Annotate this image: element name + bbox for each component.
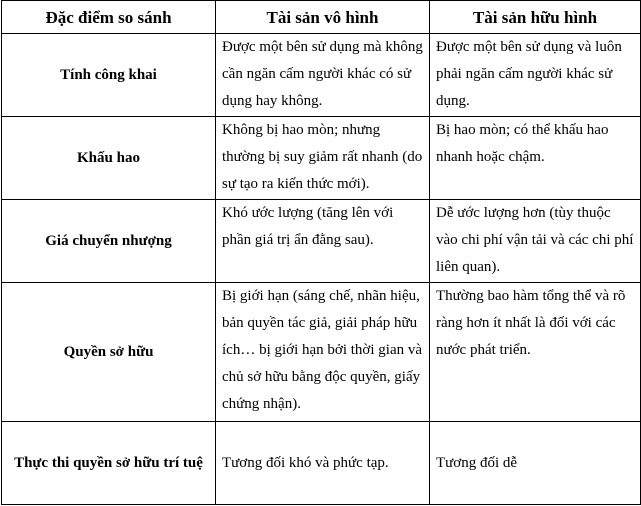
intangible-cell: Được một bên sử dụng mà không cần ngăn cấm người khác có sử dụng hay không. — [216, 34, 430, 117]
header-criteria: Đặc điểm so sánh — [2, 1, 216, 34]
criterion-cell: Giá chuyển nhượng — [2, 200, 216, 283]
criterion-cell: Tính công khai — [2, 34, 216, 117]
table-row — [2, 200, 641, 283]
header-row — [2, 1, 641, 34]
table-row — [2, 283, 641, 422]
tangible-cell: Được một bên sử dụng và luôn phải ngăn cấm người khác sử dụng. — [430, 34, 641, 117]
criterion-cell: Khấu hao — [2, 117, 216, 200]
table-row — [2, 422, 641, 505]
intangible-cell: Không bị hao mòn; nhưng thường bị suy giảm rất nhanh (do sự tạo ra kiến thức mới). — [216, 117, 430, 200]
tangible-cell: Tương đối dễ — [430, 422, 641, 505]
intangible-cell: Bị giới hạn (sáng chế, nhãn hiệu, bản quyền tác giả, giải pháp hữu ích… bị giới hạn bởi thời gian và chủ sở hữu bằng độc quyền, giấy chứng nhận). — [216, 283, 430, 422]
tangible-cell: Bị hao mòn; có thể khấu hao nhanh hoặc chậm. — [430, 117, 641, 200]
header-tangible: Tài sản hữu hình — [430, 1, 641, 34]
table-row — [2, 117, 641, 200]
table-row — [2, 34, 641, 117]
criterion-cell: Quyền sở hữu — [2, 283, 216, 422]
tangible-cell: Dễ ước lượng hơn (tùy thuộc vào chi phí vận tải và các chi phí liên quan). — [430, 200, 641, 283]
intangible-cell: Tương đối khó và phức tạp. — [216, 422, 430, 505]
tangible-cell: Thường bao hàm tổng thể và rõ ràng hơn ít nhất là đối với các nước phát triển. — [430, 283, 641, 422]
intangible-cell: Khó ước lượng (tăng lên với phần giá trị ẩn đằng sau). — [216, 200, 430, 283]
criterion-cell: Thực thi quyền sở hữu trí tuệ — [2, 422, 216, 505]
comparison-table — [1, 0, 641, 505]
header-intangible: Tài sản vô hình — [216, 1, 430, 34]
